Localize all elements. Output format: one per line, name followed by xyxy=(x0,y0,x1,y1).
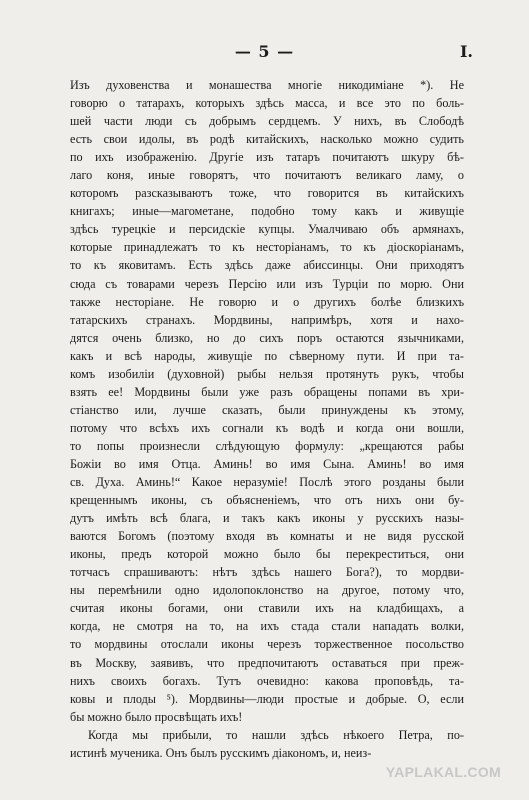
text-line: дятся очень близко, но до сихъ поръ остаются язычниками, xyxy=(70,330,464,345)
text-line: въ Москву, заявивъ, что предпочитаютъ оставаться при преж- xyxy=(70,655,464,670)
text-line: татарскихъ странахъ. Мордвины, напримѣръ, хотя и нахо- xyxy=(70,312,464,327)
text-line: ковы и плоды ⁵). Мордвины—люди простые и добрые. О, если xyxy=(70,691,464,706)
text-line: крещеннымъ иконы, съ объясненіемъ, что отъ нихъ они бу- xyxy=(70,493,464,508)
site-watermark: YAPLAKAL.COM xyxy=(385,764,501,780)
text-line: стіанство или, лучше сказать, были принуждены къ этому, xyxy=(70,402,464,417)
text-line: когда, не смотря на то, на ихъ стада стали нападать волки, xyxy=(70,619,464,634)
text-line: истинѣ мученика. Онъ былъ русскимъ діакономъ, и, неиз- xyxy=(70,745,372,760)
text-line: которые принадлежатъ то къ несторіанамъ, то къ діоскоріанамъ, xyxy=(70,240,464,255)
text-line: сюда съ товарами черезъ Персію или изъ Турціи по морю. Они xyxy=(70,276,464,291)
text-line: иконы, предъ которой можно было бы перекреститься, они xyxy=(70,547,464,562)
text-line: взять ее! Мордвины были уже разъ обращены попами въ хри- xyxy=(70,384,464,399)
text-line: то къ яковитамъ. Есть здѣсь даже абиссинцы. Они приходятъ xyxy=(70,258,464,273)
text-line: ваются Богомъ (поэтому входя въ комнаты и не видя русской xyxy=(70,529,464,544)
text-line: Изъ духовенства и монашества многіе никодиміане *). Не xyxy=(70,78,464,92)
text-line: тотчасъ спрашиваютъ: нѣтъ здѣсь нашего Бога?), то мордви- xyxy=(70,565,464,580)
text-line: по ихъ изображенію. Другіе изъ татаръ почитаютъ шкуру бѣ- xyxy=(70,150,464,165)
text-line: нихъ своихъ богахъ. Тутъ очевидно: какова проповѣдь, та- xyxy=(70,673,464,688)
text-line: книгахъ; иные—магометане, подобно тому какъ и живущіе xyxy=(70,204,464,219)
text-line: то попы произнесли слѣдующую формулу: „крещаются рабы xyxy=(70,438,464,453)
text-line: лаго коня, иные говорятъ, что почитаютъ великаго ламу, о xyxy=(70,168,464,183)
text-line: потому что всѣхъ ихъ согнали къ водѣ и когда они вошли, xyxy=(70,420,464,435)
text-line: есть свои идолы, въ родѣ китайскихъ, насколько можно судить xyxy=(70,132,464,147)
page-number: — 5 — xyxy=(234,42,295,61)
text-line: то мордвины отослали иконы черезъ торжественное посольство xyxy=(70,637,464,652)
text-line: здѣсь турецкіе и персидскіе купцы. Умалчиваю объ армянахъ, xyxy=(70,222,464,237)
text-line: ны перемѣнили одно идолопоклонство на другое, потому что, xyxy=(70,583,464,598)
text-line: дутъ имѣть всѣ блага, и такъ какъ иконы у русскихъ назы- xyxy=(70,511,464,526)
text-line: какъ и всѣ народы, живущіе по сѣверному пути. И при та- xyxy=(70,348,464,363)
text-line: бы можно было просвѣщать ихъ! xyxy=(70,709,243,724)
text-line: которомъ разсказываютъ тоже, что говорится въ китайскихъ xyxy=(70,186,464,201)
text-line: Божіи во имя Отца. Аминь! во имя Сына. Аминь! во имя xyxy=(70,456,464,471)
text-line: комъ изобиліи (духовной) рыбы нельзя протянуть рукъ, чтобы xyxy=(70,366,464,381)
body-text xyxy=(70,76,464,762)
text-line: говорю о татарахъ, которыхъ здѣсь масса, и все это по боль- xyxy=(70,96,464,111)
text-line: Когда мы прибыли, то нашли здѣсь нѣкоего Петра, по- xyxy=(88,727,464,742)
text-line: св. Духа. Аминь!“ Какое неразуміе! Послѣ этого розданы были xyxy=(70,475,464,490)
text-line: также несторіане. Не говорю и о другихъ болѣе близкихъ xyxy=(70,294,464,309)
running-head xyxy=(0,42,529,62)
text-line: шей части люди съ добрымъ сердцемъ. У нихъ, въ Слободѣ xyxy=(70,114,464,129)
section-mark: I. xyxy=(459,42,473,61)
text-line: считая иконы богами, они ставили ихъ на кладбищахъ, а xyxy=(70,601,464,616)
